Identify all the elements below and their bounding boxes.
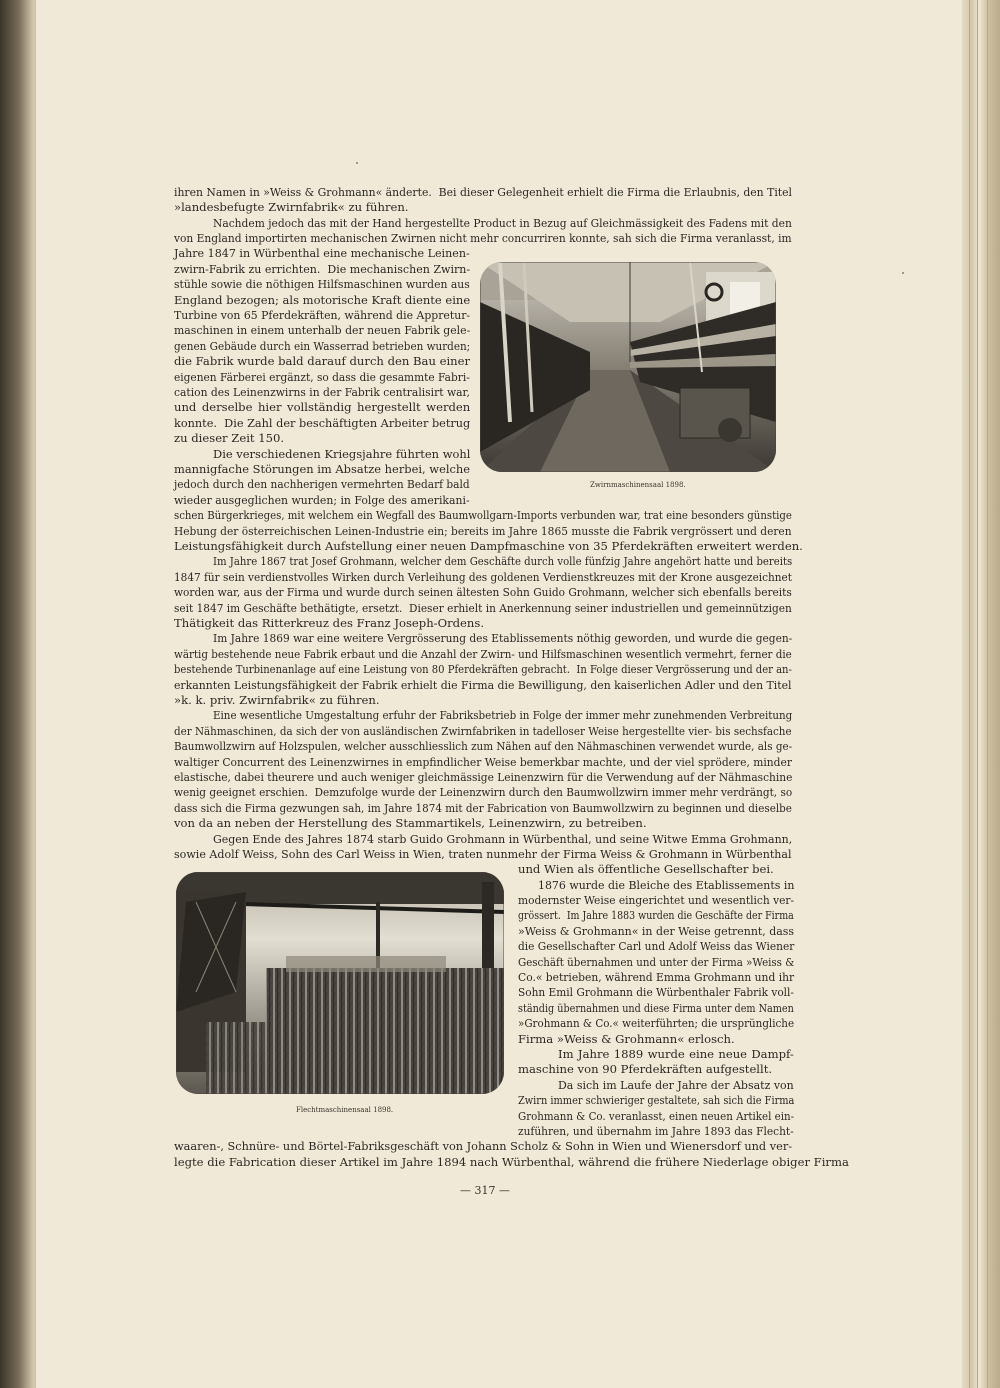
text-line: England bezogen; als motorische Kraft diente eine [174, 293, 471, 307]
text-line: dass sich die Firma gezwungen sah, im Jahre 1874 mit der Fabrication von Baumwollzwirn zu beginnen und dieselbe [174, 801, 792, 815]
text-line: waaren-, Schnüre- und Börtel-Fabriksgeschäft von Johann Scholz & Sohn in Wien und Wienersdorf und ver- [174, 1139, 793, 1153]
page-edge-line [987, 0, 988, 1388]
text-line: Im Jahre 1889 wurde eine neue Dampf- [558, 1047, 794, 1061]
text-line: cation des Leinenzwirns in der Fabrik centralisirt war, [174, 385, 470, 399]
text-line: und Wien als öffentliche Gesellschafter bei. [518, 862, 774, 876]
text-line: legte die Fabrication dieser Artikel im Jahre 1894 nach Würbenthal, während die frühere Niederlage obiger Firma [174, 1155, 849, 1169]
paper-speck [356, 162, 358, 164]
text-line: modernster Weise eingerichtet und wesentlich ver- [518, 893, 795, 907]
text-line: Co.« betrieben, während Emma Grohmann und ihr [518, 970, 795, 984]
text-line: wieder ausgeglichen wurden; in Folge des amerikani- [174, 493, 470, 507]
text-line: wenig geeignet erschien. Demzufolge wurde der Leinenzwirn durch den Baumwollzwirn immer mehr verdrängt, so [174, 785, 793, 799]
text-line: seit 1847 im Geschäfte bethätigte, ersetzt. Dieser erhielt in Anerkennung seiner industriellen und gemeinnützigen [174, 601, 792, 615]
text-line: Sohn Emil Grohmann die Würbenthaler Fabrik voll- [518, 985, 795, 999]
text-line: maschine von 90 Pferdekräften aufgestellt. [518, 1062, 773, 1076]
braiding-hall-photo [176, 872, 504, 1094]
text-line: Die verschiedenen Kriegsjahre führten wohl [213, 447, 471, 461]
text-line: »Weiss & Grohmann« in der Weise getrennt, dass [518, 924, 795, 938]
text-line: von England importirten mechanischen Zwirnen nicht mehr concurriren konnte, sah sich die Firma veranlasst, im [174, 231, 792, 245]
text-line: ihren Namen in »Weiss & Grohmann« änderte. Bei dieser Gelegenheit erhielt die Firma die Erlaubnis, den Titel [174, 185, 792, 199]
page-spine [34, 0, 36, 1388]
text-line: »landesbefugte Zwirnfabrik« zu führen. [174, 200, 409, 214]
text-line: worden war, aus der Firma und wurde durch seinen ältesten Sohn Guido Grohmann, welcher sich ebenfalls bereits [174, 585, 792, 599]
page-edge-line [977, 0, 978, 1388]
text-line: »Grohmann & Co.« weiterführten; die ursprüngliche [518, 1016, 795, 1030]
text-line: konnte. Die Zahl der beschäftigten Arbeiter betrug [174, 416, 471, 430]
text-line: eigenen Färberei ergänzt, so dass die gesammte Fabri- [174, 370, 470, 384]
text-line: zu dieser Zeit 150. [174, 431, 285, 445]
text-line: erkannten Leistungsfähigkeit der Fabrik erhielt die Firma die Bewilligung, den kaiserlichen Adler und den Titel [174, 678, 792, 692]
text-line: Baumwollzwirn auf Holzspulen, welcher ausschliesslich zum Nähen auf den Nähmaschinen verwendet wurde, als ge- [174, 739, 793, 753]
text-line: die Gesellschafter Carl und Adolf Weiss das Wiener [518, 939, 795, 953]
text-line: die Fabrik wurde bald darauf durch den Bau einer [174, 354, 471, 368]
text-line: jedoch durch den nachherigen vermehrten Bedarf bald [174, 477, 470, 491]
text-line: Turbine von 65 Pferdekräften, während die Appretur- [174, 308, 471, 322]
text-line: und derselbe hier vollständig hergestellt werden [174, 400, 471, 414]
top-photo-caption: Zwirnmaschinensaal 1898. [590, 481, 686, 489]
text-line: Eine wesentliche Umgestaltung erfuhr der Fabriksbetrieb in Folge der immer mehr zunehmenden Verbreitung [213, 708, 793, 722]
page-edge-line [969, 0, 970, 1388]
text-line: zuführen, und übernahm im Jahre 1893 das Flecht- [518, 1124, 794, 1138]
bottom-photo-caption: Flechtmaschinensaal 1898. [296, 1106, 394, 1114]
text-line: genen Gebäude durch ein Wasserrad betrieben wurden; [174, 339, 471, 353]
text-line: Thätigkeit das Ritterkreuz des Franz Joseph-Ordens. [174, 616, 485, 630]
text-line: Leistungsfähigkeit durch Aufstellung einer neuen Dampfmaschine von 35 Pferdekräften erweitert werden. [174, 539, 803, 553]
text-line: mannigfache Störungen im Absatze herbei, welche [174, 462, 471, 476]
text-line: stühle sowie die nöthigen Hilfsmaschinen wurden aus [174, 277, 470, 291]
text-line: bestehende Turbinenanlage auf eine Leistung von 80 Pferdekräften gebracht. In Folge dieser Vergrösserung und der an- [174, 662, 792, 676]
page-gutter-shadow [0, 0, 34, 1388]
text-line: Gegen Ende des Jahres 1874 starb Guido Grohmann in Würbenthal, und seine Witwe Emma Grohmann, [213, 832, 793, 846]
text-line: Geschäft übernahmen und unter der Firma »Weiss & [518, 955, 795, 969]
text-line: Zwirn immer schwieriger gestaltete, sah sich die Firma [518, 1093, 795, 1107]
text-line: »k. k. priv. Zwirnfabrik« zu führen. [174, 693, 380, 707]
paper-speck [902, 272, 904, 274]
text-line: Firma »Weiss & Grohmann« erlosch. [518, 1032, 735, 1046]
text-line: 1847 für sein verdienstvolles Wirken durch Verleihung des goldenen Verdienstkreuzes mit der Krone ausgezeichnet [174, 570, 792, 584]
text-line: Im Jahre 1869 war eine weitere Vergrösserung des Etablissements nöthig geworden, und wurde die gegen- [213, 631, 793, 645]
text-line: Im Jahre 1867 trat Josef Grohmann, welcher dem Geschäfte durch volle fünfzig Jahre angehört hatte und bereits [213, 554, 793, 568]
text-line: maschinen in einem unterhalb der neuen Fabrik gele- [174, 323, 471, 337]
text-line: waltiger Concurrent des Leinenzwirnes in empfindlicher Weise bemerkbar machte, und der viel sprödere, minder [174, 755, 792, 769]
text-line: ständig übernahmen und diese Firma unter dem Namen [518, 1001, 794, 1015]
text-line: Hebung der österreichischen Leinen-Industrie ein; bereits im Jahre 1865 musste die Fabrik vergrössert und deren [174, 524, 792, 538]
text-line: Grohmann & Co. veranlasst, einen neuen Artikel ein- [518, 1109, 795, 1123]
text-line: zwirn-Fabrik zu errichten. Die mechanischen Zwirn- [174, 262, 471, 276]
text-line: von da an neben der Herstellung des Stammartikels, Leinenzwirn, zu betreiben. [174, 816, 647, 830]
text-line: der Nähmaschinen, da sich der von ausländischen Zwirnfabriken in tadelloser Weise hergestellte vier- bis sechsfache [174, 724, 792, 738]
text-line: wärtig bestehende neue Fabrik erbaut und die Anzahl der Zwirn- und Hilfsmaschinen wesentlich vermehrt, ferner die [174, 647, 792, 661]
twisting-hall-photo [480, 262, 776, 472]
text-line: 1876 wurde die Bleiche des Etablissements in [538, 878, 795, 892]
text-line: sowie Adolf Weiss, Sohn des Carl Weiss in Wien, traten nunmehr der Firma Weiss & Grohmann in Würbenthal [174, 847, 792, 861]
text-line: schen Bürgerkrieges, mit welchem ein Wegfall des Baumwollgarn-Imports verbunden war, trat eine besonders günstige [174, 508, 792, 522]
text-line: Nachdem jedoch das mit der Hand hergestellte Product in Bezug auf Gleichmässigkeit des Fadens mit den [213, 216, 792, 230]
text-line: Da sich im Laufe der Jahre der Absatz von [558, 1078, 794, 1092]
text-line: elastische, dabei theurere und auch weniger gleichmässige Leinenzwirn für die Verwendung auf der Nähmaschine [174, 770, 793, 784]
page-fore-edge [962, 0, 1000, 1388]
text-line: grössert. Im Jahre 1883 wurden die Geschäfte der Firma [518, 908, 794, 922]
page-number: — 317 — [460, 1184, 510, 1197]
text-line: Jahre 1847 in Würbenthal eine mechanische Leinen- [174, 246, 470, 260]
